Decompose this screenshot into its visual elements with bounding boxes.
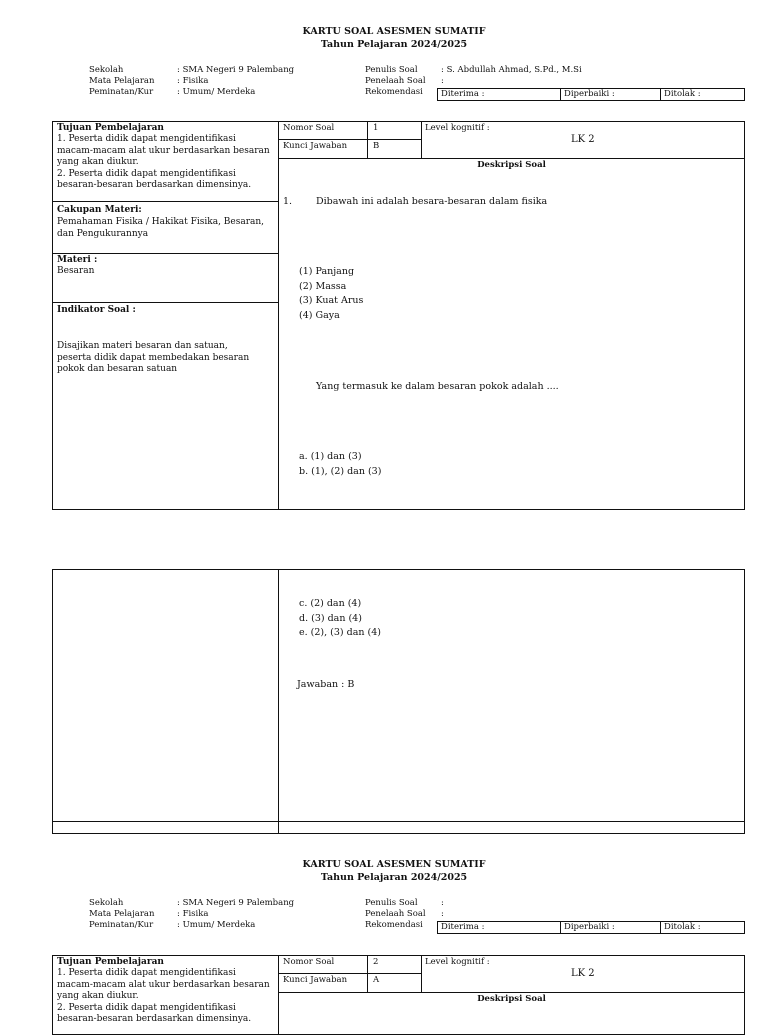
diperbaiki-field[interactable]: Diperbaiki :	[561, 89, 661, 100]
list-item: (2) Massa	[299, 280, 347, 292]
divider	[421, 121, 422, 158]
penulis-label: Penulis Soal	[365, 65, 418, 75]
author-values	[441, 898, 444, 920]
identity-labels	[89, 65, 154, 98]
identity-labels	[89, 898, 154, 931]
penelaah-label: Penelaah Soal	[365, 76, 426, 86]
identity-values	[177, 65, 294, 98]
list-item: (1) Panjang	[299, 266, 355, 277]
cakupan-text: Pemahaman Fisika / Hakikat Fisika, Besaran, dan Pengukurannya	[57, 217, 265, 239]
level-label: Level kognitif :	[425, 957, 490, 967]
question-prompt: Yang termasuk ke dalam besaran pokok adalah ....	[316, 381, 559, 392]
ditolak-field[interactable]: Ditolak :	[664, 89, 701, 99]
rekomendasi-label: Rekomendasi	[365, 920, 423, 930]
option-b: b. (1), (2) dan (3)	[299, 465, 382, 477]
question-text: Dibawah ini adalah besara-besaran dalam fisika	[316, 196, 548, 207]
peminatan-label: Peminatan/Kur	[89, 920, 154, 930]
divider	[421, 955, 422, 992]
continuation-card	[52, 569, 745, 834]
page-title: KARTU SOAL ASESMEN SUMATIF	[302, 26, 486, 37]
option-d: d. (3) dan (4)	[299, 612, 362, 624]
option-c: c. (2) dan (4)	[299, 598, 362, 609]
divider	[278, 158, 745, 159]
options-list	[299, 450, 381, 479]
ditolak-field[interactable]: Ditolak :	[664, 922, 701, 932]
divider	[278, 973, 421, 974]
peminatan-value: : Umum/ Merdeka	[177, 87, 256, 97]
identity-values	[177, 898, 294, 931]
item-list	[299, 265, 363, 323]
kunci-value: B	[373, 141, 380, 151]
level-value: LK 2	[571, 134, 595, 145]
deskripsi-heading: Deskripsi Soal	[477, 994, 546, 1004]
rekomendasi-label: Rekomendasi	[365, 87, 423, 97]
penulis-label: Penulis Soal	[365, 898, 418, 908]
rekomendasi-box	[437, 88, 745, 101]
penulis-value: : S. Abdullah Ahmad, S.Pd., M.Si	[441, 65, 582, 75]
nomor-value: 1	[373, 123, 379, 133]
divider	[52, 821, 745, 822]
tujuan-heading: Tujuan Pembelajaran	[57, 123, 164, 133]
indikator-text: Disajikan materi besaran dan satuan, peserta didik dapat membedakan besaran pokok dan besaran satuan	[57, 341, 250, 374]
indikator-heading: Indikator Soal :	[57, 305, 136, 315]
cakupan-heading: Cakupan Materi:	[57, 205, 142, 215]
penelaah-label: Penelaah Soal	[365, 909, 426, 919]
sekolah-label: Sekolah	[89, 65, 124, 75]
nomor-value: 2	[373, 957, 379, 967]
tujuan-text: 1. Peserta didik dapat mengidentifikasi macam-macam alat ukur berdasarkan besaran yang akan diukur. 2. Peserta didik dapat mengidentifikasi besaran-besaran berdasarkan dimensinya.	[57, 968, 270, 1024]
author-values	[441, 65, 582, 87]
mapel-label: Mata Pelajaran	[89, 909, 155, 919]
deskripsi-heading: Deskripsi Soal	[477, 160, 546, 170]
penelaah-value: :	[441, 909, 444, 919]
list-item: (3) Kuat Arus	[299, 295, 364, 306]
list-item: (4) Gaya	[299, 309, 340, 321]
diperbaiki-field[interactable]: Diperbaiki :	[561, 922, 661, 933]
question-number: 1.	[283, 196, 293, 207]
materi-text: Besaran	[57, 266, 95, 276]
option-a: a. (1) dan (3)	[299, 451, 362, 462]
tujuan-text: 1. Peserta didik dapat mengidentifikasi macam-macam alat ukur berdasarkan besaran yang akan diukur. 2. Peserta didik dapat mengidentifikasi besaran-besaran berdasarkan dimensinya.	[57, 134, 270, 190]
divider	[52, 253, 278, 254]
tujuan-heading: Tujuan Pembelajaran	[57, 957, 164, 967]
kunci-label: Kunci Jawaban	[283, 141, 348, 151]
kunci-value: A	[373, 975, 380, 985]
author-labels	[365, 898, 426, 931]
divider	[278, 992, 745, 993]
divider	[52, 302, 278, 303]
penulis-value: :	[441, 898, 444, 908]
divider	[278, 139, 421, 140]
column-divider	[278, 569, 279, 834]
peminatan-value: : Umum/ Merdeka	[177, 920, 256, 930]
nomor-label: Nomor Soal	[283, 123, 335, 133]
author-labels	[365, 65, 426, 98]
peminatan-label: Peminatan/Kur	[89, 87, 154, 97]
level-label: Level kognitif :	[425, 123, 490, 133]
divider	[52, 201, 278, 202]
rekomendasi-box	[437, 921, 745, 934]
sekolah-value: : SMA Negeri 9 Palembang	[177, 898, 295, 908]
mapel-value: : Fisika	[177, 76, 209, 86]
nomor-label: Nomor Soal	[283, 957, 335, 967]
page-title: KARTU SOAL ASESMEN SUMATIF	[302, 859, 486, 870]
sekolah-value: : SMA Negeri 9 Palembang	[177, 65, 295, 75]
materi-heading: Materi :	[57, 255, 98, 265]
mapel-value: : Fisika	[177, 909, 209, 919]
mapel-label: Mata Pelajaran	[89, 76, 155, 86]
kunci-label: Kunci Jawaban	[283, 975, 348, 985]
diterima-field[interactable]: Diterima :	[438, 922, 561, 933]
options-list	[299, 597, 381, 641]
school-year: Tahun Pelajaran 2024/2025	[320, 39, 468, 50]
option-e: e. (2), (3) dan (4)	[299, 627, 381, 638]
answer-text: Jawaban : B	[297, 679, 355, 690]
sekolah-label: Sekolah	[89, 898, 124, 908]
school-year: Tahun Pelajaran 2024/2025	[320, 872, 468, 883]
penelaah-value: :	[441, 76, 444, 86]
level-value: LK 2	[571, 968, 595, 979]
diterima-field[interactable]: Diterima :	[438, 89, 561, 100]
column-divider	[278, 121, 279, 510]
